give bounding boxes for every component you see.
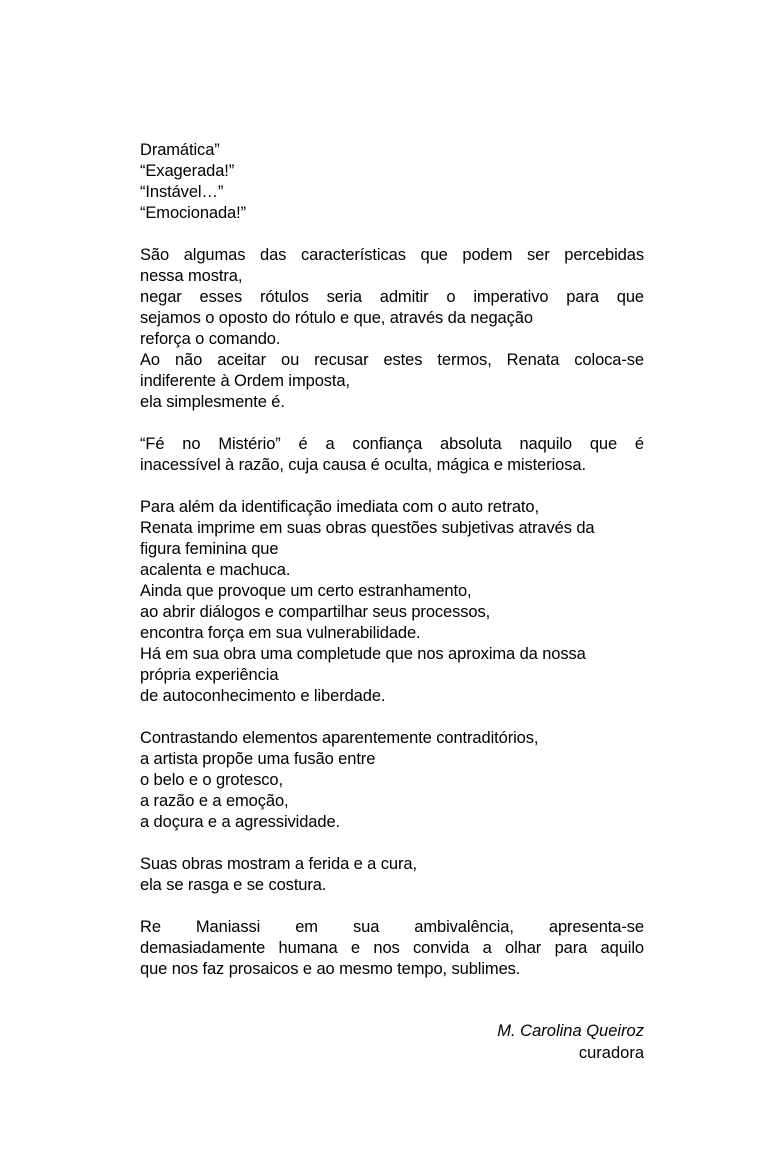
text-line: acalenta e machuca. xyxy=(140,561,291,579)
text-line: nessa mostra, xyxy=(140,267,243,285)
paragraph-ferida-cura xyxy=(140,854,644,896)
signature-block xyxy=(140,1020,644,1064)
text-line: sejamos o oposto do rótulo e que, através da negação xyxy=(140,309,533,327)
text-line: Contrastando elementos aparentemente contraditórios, xyxy=(140,729,539,747)
text-line: “Fé no Mistério” é a confiança absoluta naquilo que é xyxy=(140,435,644,453)
text-line: indiferente à Ordem imposta, xyxy=(140,372,350,390)
text-line: Ainda que provoque um certo estranhamento, xyxy=(140,582,472,600)
text-line: a doçura e a agressividade. xyxy=(140,813,341,831)
paragraph-contrastes xyxy=(140,728,644,833)
text-line: negar esses rótulos seria admitir o imperativo para que xyxy=(140,288,644,306)
text-line: que nos faz prosaicos e ao mesmo tempo, sublimes. xyxy=(140,960,521,978)
text-line: a razão e a emoção, xyxy=(140,792,289,810)
text-line: própria experiência xyxy=(140,666,279,684)
signature-name: M. Carolina Queiroz xyxy=(497,1022,644,1040)
text-line: São algumas das características que podem ser percebidas xyxy=(140,246,644,264)
text-line: o belo e o grotesco, xyxy=(140,771,283,789)
text-line: “Exagerada!” xyxy=(140,162,235,180)
text-line: Há em sua obra uma completude que nos aproxima da nossa xyxy=(140,645,586,663)
text-line: Suas obras mostram a ferida e a cura, xyxy=(140,855,417,873)
text-line: Dramática” xyxy=(140,141,220,159)
paragraph-caracteristicas xyxy=(140,245,644,413)
text-line: a artista propõe uma fusão entre xyxy=(140,750,376,768)
text-line: reforça o comando. xyxy=(140,330,281,348)
text-line: Para além da identificação imediata com o auto retrato, xyxy=(140,498,539,516)
paragraph-re-maniassi xyxy=(140,917,644,980)
text-line: encontra força em sua vulnerabilidade. xyxy=(140,624,421,642)
text-line: “Emocionada!” xyxy=(140,204,246,222)
text-line: ela simplesmente é. xyxy=(140,393,285,411)
text-line: “Instável…” xyxy=(140,183,224,201)
text-line: Ao não aceitar ou recusar estes termos, Renata coloca-se xyxy=(140,351,644,369)
text-line: inacessível à razão, cuja causa é oculta, mágica e misteriosa. xyxy=(140,456,586,474)
curatorial-text-body xyxy=(140,140,644,980)
paragraph-labels xyxy=(140,140,644,224)
paragraph-auto-retrato xyxy=(140,497,644,707)
text-line: ela se rasga e se costura. xyxy=(140,876,327,894)
paragraph-fe-no-misterio xyxy=(140,434,644,476)
text-line: figura feminina que xyxy=(140,540,279,558)
text-line: demasiadamente humana e nos convida a olhar para aquilo xyxy=(140,939,644,957)
signature-role: curadora xyxy=(578,1044,644,1062)
text-line: Re Maniassi em sua ambivalência, apresenta-se xyxy=(140,918,644,936)
text-line: Renata imprime em suas obras questões subjetivas através da xyxy=(140,519,595,537)
text-line: ao abrir diálogos e compartilhar seus processos, xyxy=(140,603,491,621)
text-line: de autoconhecimento e liberdade. xyxy=(140,687,386,705)
